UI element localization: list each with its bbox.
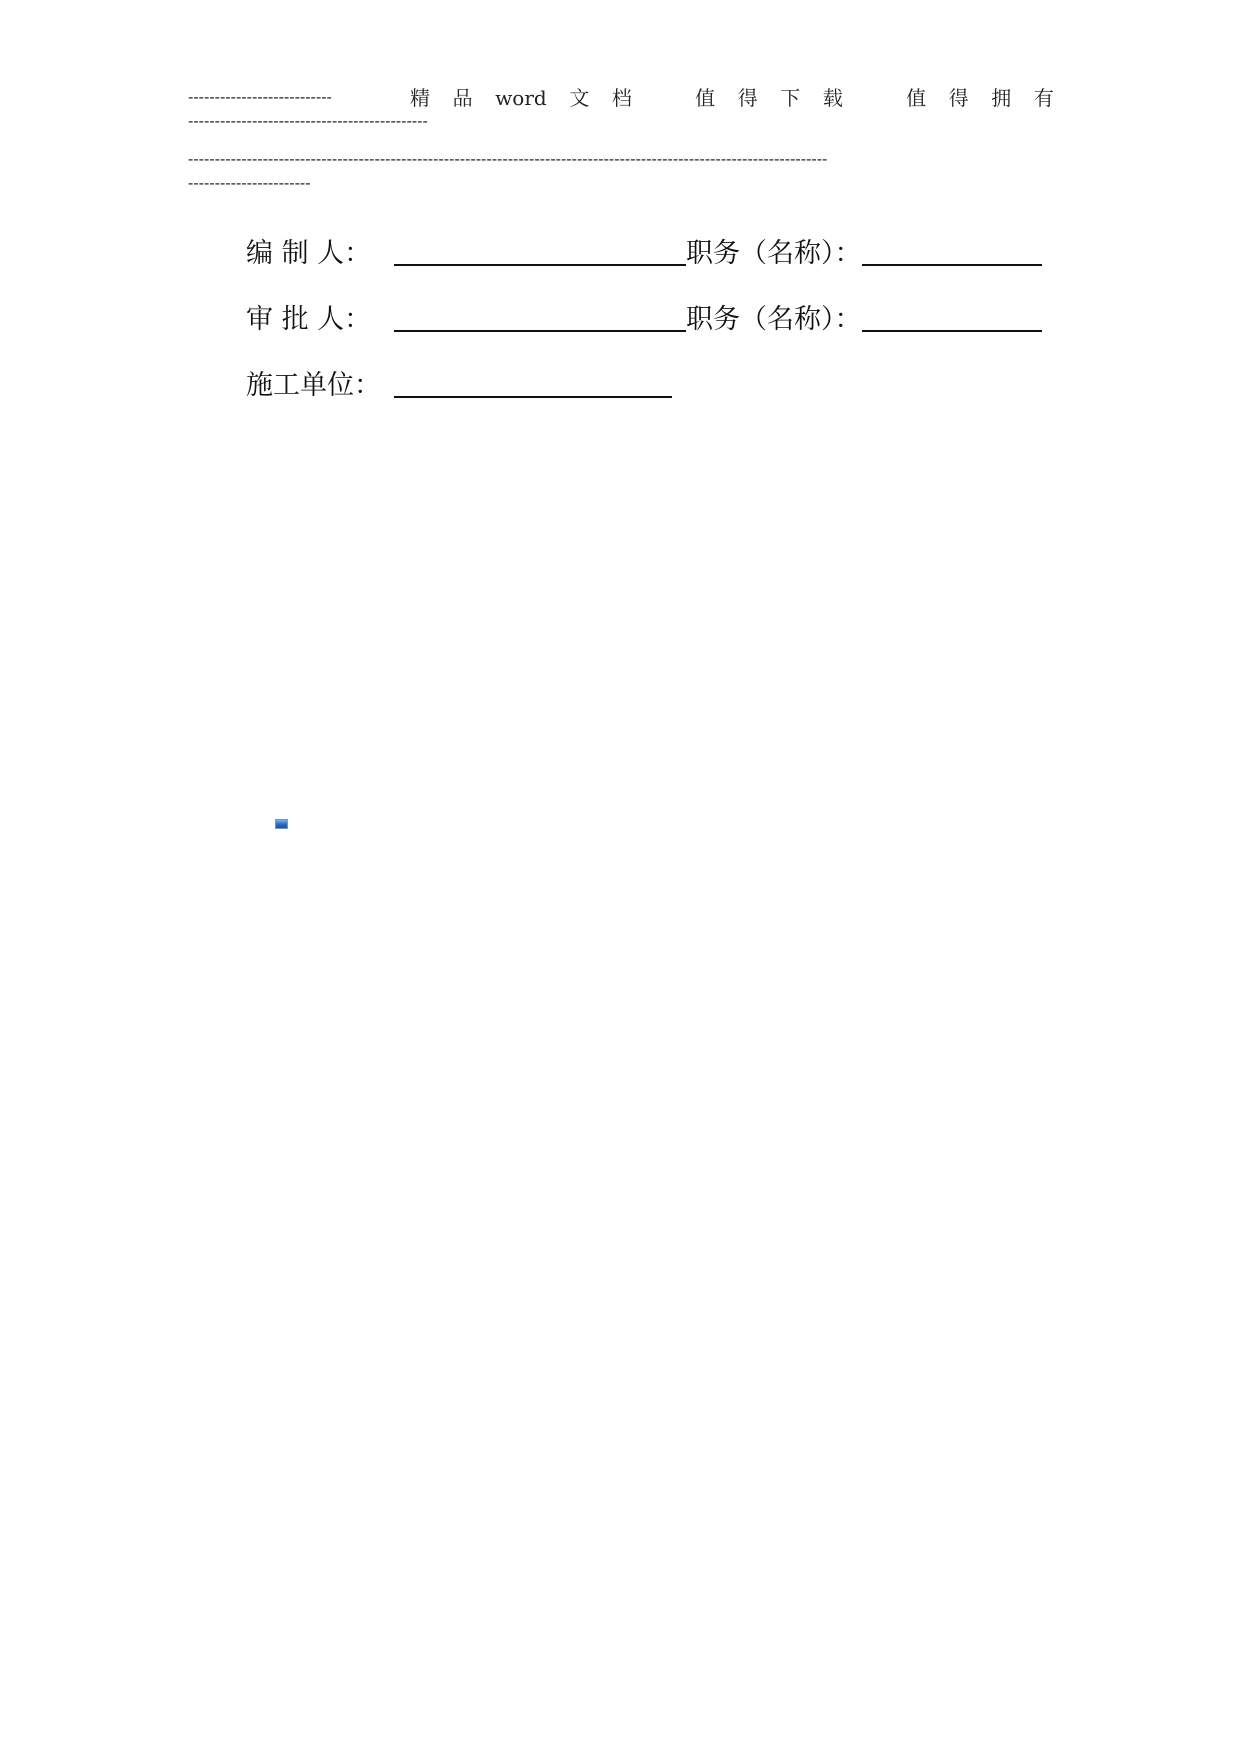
compiler-row — [246, 230, 1042, 270]
approver-title-blank[interactable] — [862, 300, 1042, 332]
header-word: 有 — [1033, 86, 1054, 110]
embedded-image-icon — [275, 819, 288, 829]
header-dash-left: --------------------------- — [188, 89, 332, 106]
header-word: 得 — [948, 86, 969, 110]
header-word: word — [495, 86, 547, 110]
header-row-1 — [188, 86, 1054, 110]
header-word: 拥 — [991, 86, 1012, 110]
approver-row — [246, 296, 1042, 336]
header-word: 品 — [452, 86, 473, 110]
header-dash-line: ----------------------- — [188, 174, 311, 192]
approver-title-label: 职务（名称）： — [686, 304, 862, 335]
header-word: 档 — [611, 86, 632, 110]
header-row-4 — [188, 170, 364, 196]
compiler-title-label: 职务（名称）： — [686, 238, 862, 269]
header-word: 载 — [822, 86, 843, 110]
header-word: 精 — [410, 86, 430, 110]
header-row-3 — [188, 146, 1054, 172]
compiler-label: 编 制 人： — [246, 238, 372, 269]
approver-label: 审 批 人： — [246, 304, 372, 335]
header-slogan — [410, 86, 1054, 110]
header-word: 值 — [906, 86, 927, 110]
header-word: 值 — [695, 86, 716, 110]
header-row-2 — [188, 108, 524, 134]
header-dash-line: ------------------------------------------------------------------------------------------------------------------------ — [188, 150, 828, 168]
header-dash-line: --------------------------------------------- — [188, 112, 428, 130]
unit-label: 施工单位： — [246, 370, 381, 401]
unit-row — [246, 362, 672, 402]
header-word: 文 — [569, 86, 590, 110]
header-word: 下 — [780, 86, 801, 110]
approver-blank[interactable] — [394, 300, 686, 332]
header-word: 得 — [737, 86, 758, 110]
compiler-blank[interactable] — [394, 234, 686, 266]
compiler-title-blank[interactable] — [862, 234, 1042, 266]
unit-blank[interactable] — [394, 366, 672, 398]
